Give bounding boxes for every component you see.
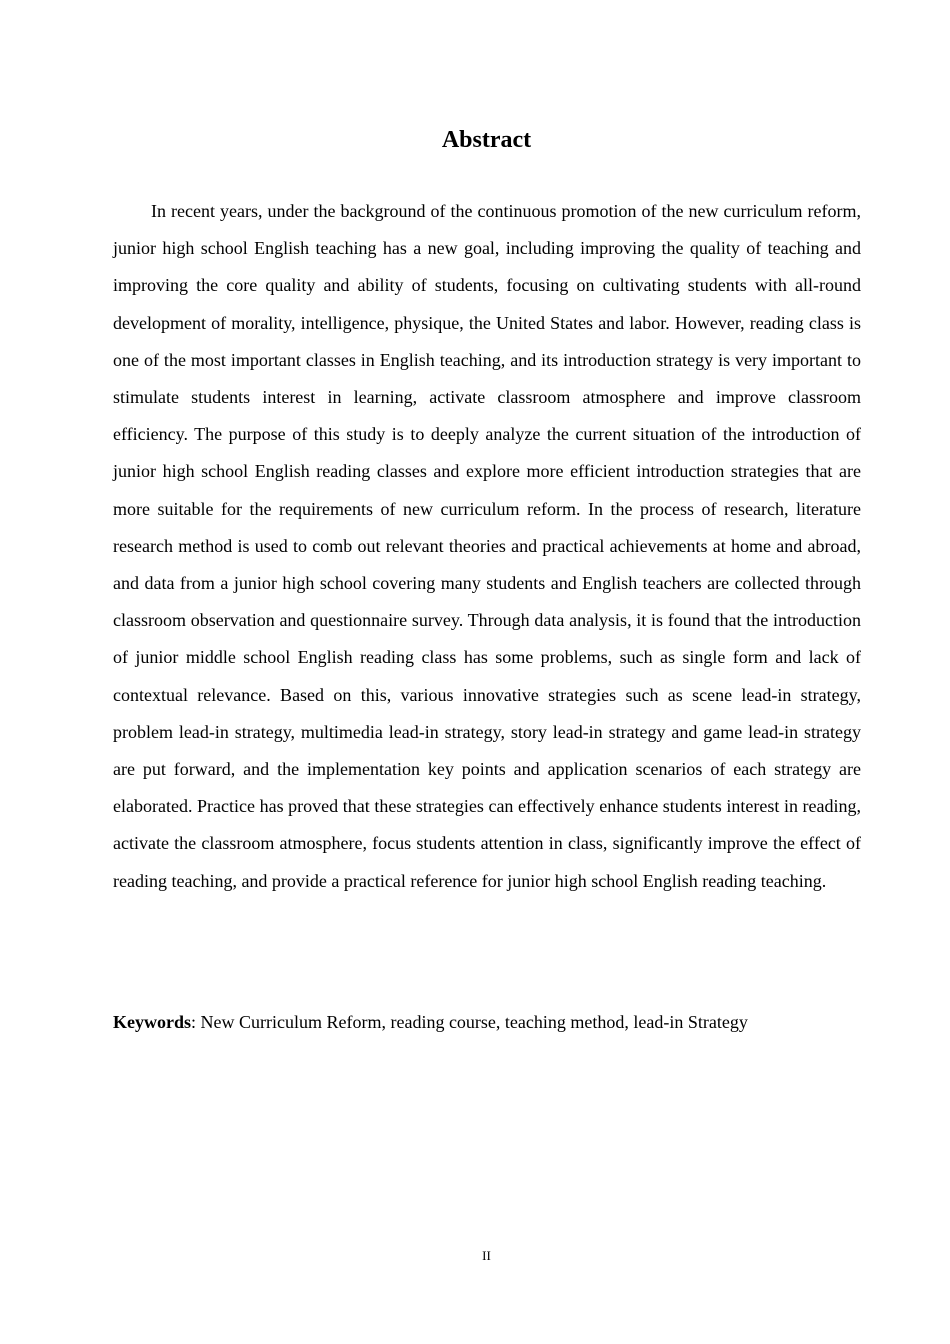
keywords-label: Keywords xyxy=(113,1012,191,1032)
keywords-separator: : xyxy=(191,1012,201,1032)
abstract-body: In recent years, under the background of the continuous promotion of the new curriculum reform, junior high school English teaching has a new goal, including improving the quality of teaching and improving the core quality and ability of students, focusing on cultivating students with all-round development of morality, intelligence, physique, the United States and labor. However, reading class is one of the most important classes in English teaching, and its introduction strategy is very important to stimulate students interest in learning, activate classroom atmosphere and improve classroom efficiency. The purpose of this study is to deeply analyze the current situation of the introduction of junior high school English reading classes and explore more efficient introduction strategies that are more suitable for the requirements of new curriculum reform. In the process of research, literature research method is used to comb out relevant theories and practical achievements at home and abroad, and data from a junior high school covering many students and English teachers are collected through classroom observation and questionnaire survey. Through data analysis, it is found that the introduction of junior middle school English reading class has some problems, such as single form and lack of contextual relevance. Based on this, various innovative strategies such as scene lead-in strategy, problem lead-in strategy, multimedia lead-in strategy, story lead-in strategy and game lead-in strategy are put forward, and the implementation key points and application scenarios of each strategy are elaborated. Practice has proved that these strategies can effectively enhance students interest in reading, activate the classroom atmosphere, focus students attention in class, significantly improve the effect of reading teaching, and provide a practical reference for junior high school English reading teaching. xyxy=(113,201,861,891)
keywords-text: New Curriculum Reform, reading course, teaching method, lead-in Strategy xyxy=(200,1012,748,1032)
page-number: II xyxy=(482,1248,491,1263)
page-title: Abstract xyxy=(441,127,532,153)
keywords-line xyxy=(113,1006,861,1038)
